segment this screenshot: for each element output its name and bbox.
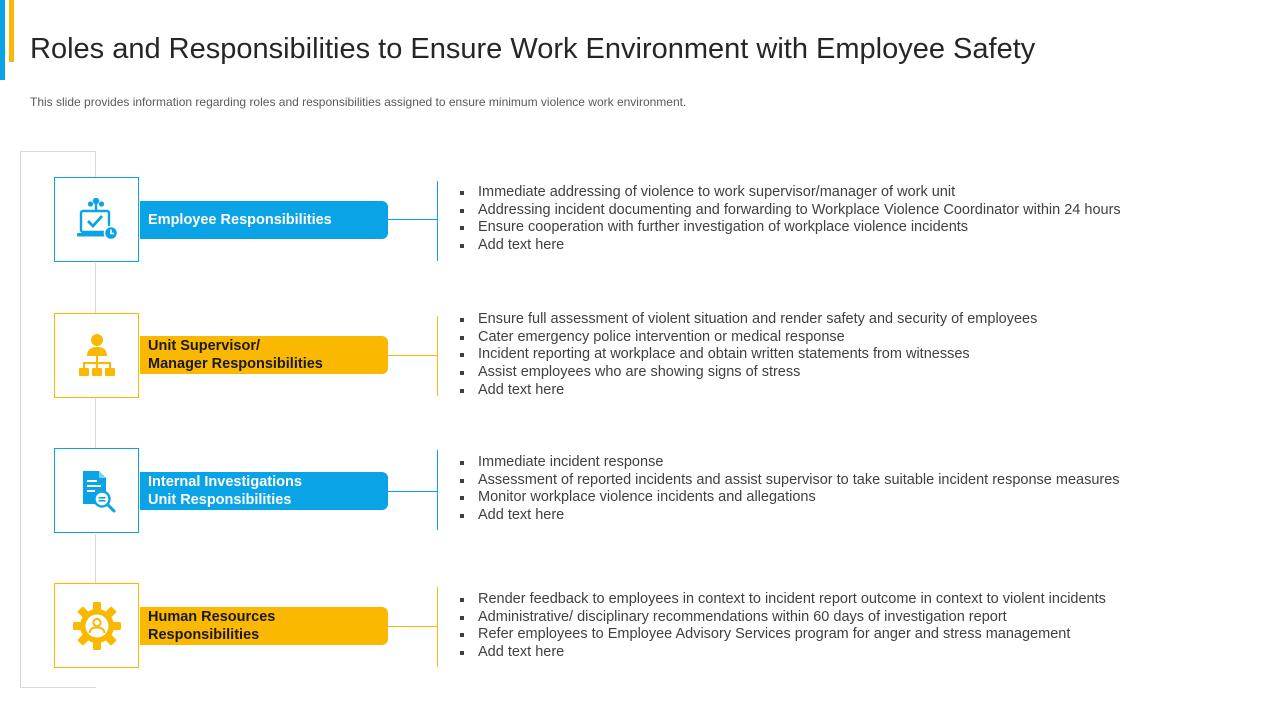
accent-bar-yellow (9, 0, 14, 62)
page-subtitle: This slide provides information regarding roles and responsibilities assigned to ensure minimum violence work environment. (30, 95, 687, 109)
section-label: Unit Supervisor/ Manager Responsibilities (140, 336, 388, 374)
timeline-link (95, 263, 96, 313)
bullet-item: Immediate addressing of violence to work supervisor/manager of work unit (458, 184, 1121, 202)
divider-line (437, 587, 438, 667)
bullet-item: Add text here (458, 382, 1037, 400)
bullet-item: Ensure full assessment of violent situation and render safety and security of employees (458, 311, 1037, 329)
bullet-item: Refer employees to Employee Advisory Services program for anger and stress management (458, 626, 1106, 644)
connector-line (388, 355, 438, 356)
icon-box (54, 177, 139, 262)
bullet-item: Add text here (458, 237, 1121, 255)
user-gear-icon (72, 601, 122, 651)
bullet-list (458, 591, 1106, 662)
employee-checklist-icon (72, 195, 122, 245)
timeline-link (95, 398, 96, 448)
manager-hierarchy-icon (72, 331, 122, 381)
bullet-item: Assessment of reported incidents and assist supervisor to take suitable incident response measures (458, 472, 1120, 490)
bullet-list (458, 454, 1120, 525)
connector-line (388, 491, 438, 492)
divider-line (437, 316, 438, 396)
bullet-item: Addressing incident documenting and forwarding to Workplace Violence Coordinator within 24 hours (458, 202, 1121, 220)
bullet-item: Monitor workplace violence incidents and allegations (458, 489, 1120, 507)
bullet-item: Add text here (458, 644, 1106, 662)
icon-box (54, 583, 139, 668)
connector-line (388, 219, 438, 220)
bullet-item: Cater emergency police intervention or medical response (458, 329, 1037, 347)
section-label: Employee Responsibilities (140, 201, 388, 239)
bullet-item: Assist employees who are showing signs of stress (458, 364, 1037, 382)
bullet-item: Immediate incident response (458, 454, 1120, 472)
section-label: Internal Investigations Unit Responsibilities (140, 472, 388, 510)
bullet-item: Add text here (458, 507, 1120, 525)
bullet-list (458, 184, 1121, 255)
icon-box (54, 448, 139, 533)
bullet-item: Ensure cooperation with further investigation of workplace violence incidents (458, 219, 1121, 237)
bullet-item: Incident reporting at workplace and obtain written statements from witnesses (458, 346, 1037, 364)
accent-bar-blue (0, 0, 5, 80)
timeline-cap (95, 151, 96, 177)
divider-line (437, 450, 438, 530)
connector-line (388, 626, 438, 627)
timeline-link (95, 534, 96, 583)
icon-box (54, 313, 139, 398)
bullet-item: Render feedback to employees in context to incident report outcome in context to violent incidents (458, 591, 1106, 609)
section-label: Human Resources Responsibilities (140, 607, 388, 645)
document-search-icon (72, 466, 122, 516)
divider-line (437, 181, 438, 261)
page-title: Roles and Responsibilities to Ensure Work Environment with Employee Safety (30, 33, 1036, 65)
bullet-item: Administrative/ disciplinary recommendations within 60 days of investigation report (458, 609, 1106, 627)
bullet-list (458, 311, 1037, 400)
